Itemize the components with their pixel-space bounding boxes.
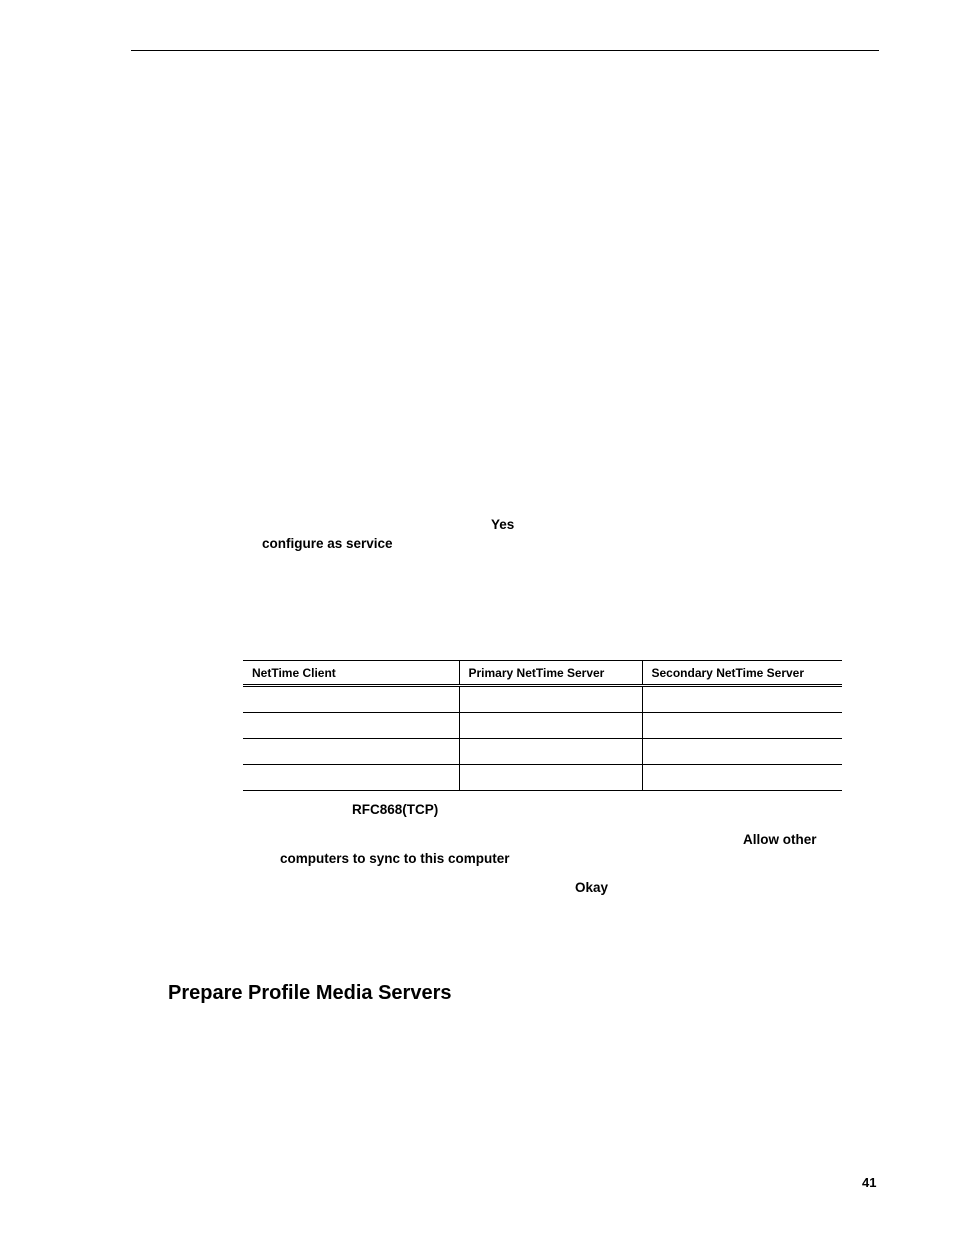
header-secondary-nettime-server: Secondary NetTime Server: [642, 661, 842, 686]
header-rule: [131, 50, 879, 51]
option-allow-other: Allow other: [743, 832, 817, 847]
table-row: [243, 713, 842, 739]
option-rfc868: RFC868(TCP): [352, 802, 439, 817]
header-primary-nettime-server: Primary NetTime Server: [459, 661, 642, 686]
table-cell: [459, 686, 642, 713]
table-cell: [459, 739, 642, 765]
table-cell: [642, 713, 842, 739]
table-cell: [243, 765, 459, 791]
option-okay: Okay: [575, 880, 609, 895]
table-row: [243, 765, 842, 791]
page-number: 41: [862, 1175, 877, 1190]
option-yes: Yes: [491, 517, 515, 532]
table-cell: [642, 739, 842, 765]
table-row: [243, 739, 842, 765]
option-configure-as-service: configure as service: [262, 536, 393, 551]
table-cell: [243, 739, 459, 765]
table-cell: [642, 686, 842, 713]
header-nettime-client: NetTime Client: [243, 661, 459, 686]
table-cell: [459, 765, 642, 791]
option-computers-to-sync: computers to sync to this computer: [280, 851, 510, 866]
table-row: [243, 686, 842, 713]
table-cell: [243, 713, 459, 739]
nettime-table: [243, 660, 842, 791]
table-header-row: [243, 661, 842, 686]
table-cell: [459, 713, 642, 739]
table-cell: [243, 686, 459, 713]
table-cell: [642, 765, 842, 791]
section-heading: Prepare Profile Media Servers: [168, 982, 452, 1004]
